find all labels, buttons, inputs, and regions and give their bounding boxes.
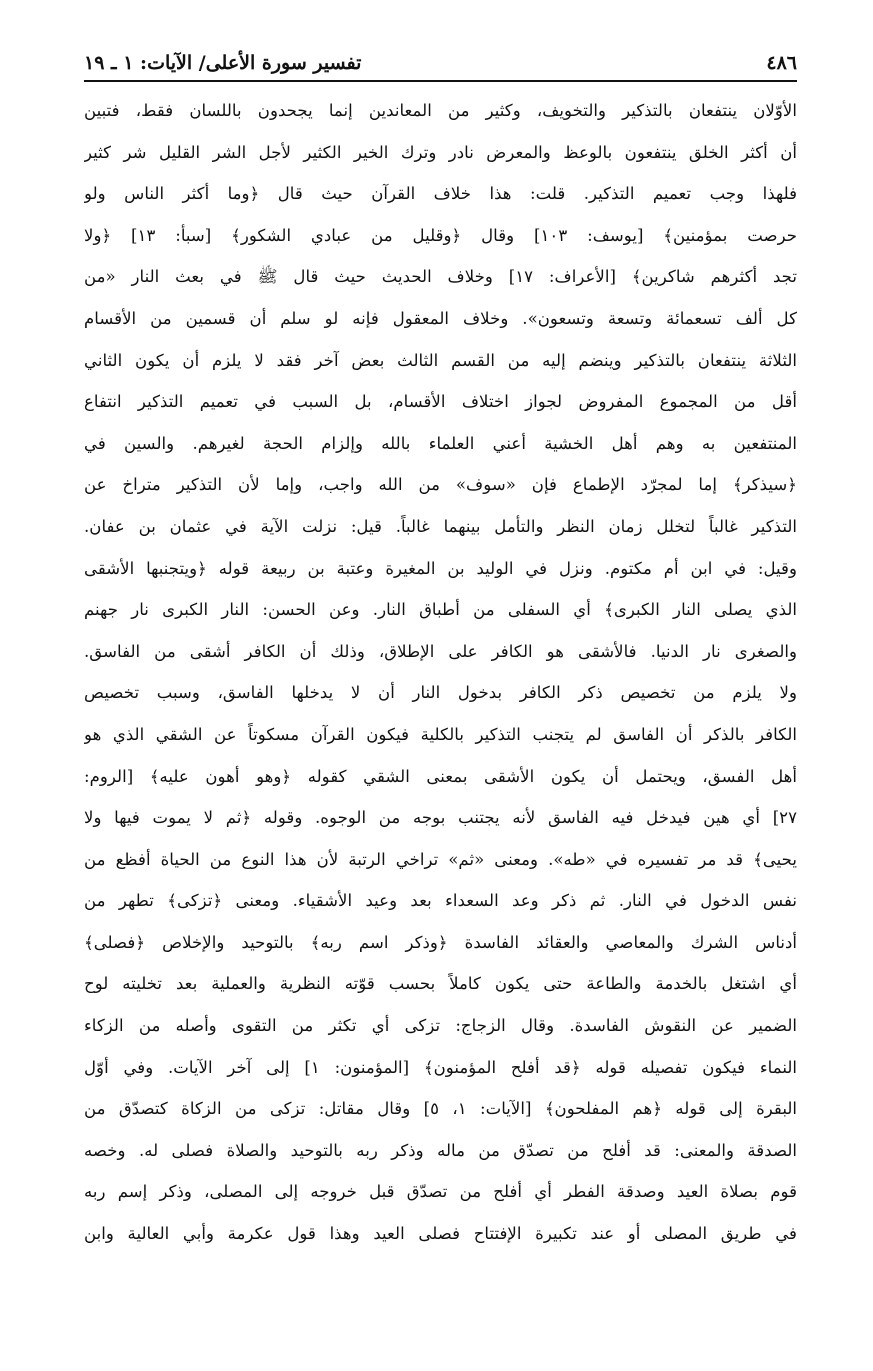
text-line: أي اشتغل بالخدمة والطاعة حتى يكون كاملاً بحسب قوّته النظرية والعملية بعد تخليته لوح [84,974,797,994]
text-line: والصغرى نار الدنيا. فالأشقى هو الكافر على الإطلاق، وذلك أن الكافر أشقى من الفاسق. [84,641,797,661]
text-line: قوم بصلاة العيد وصدقة الفطر أي أفلح من تصدّق قبل خروجه إلى المصلى، وذكر إسم ربه [84,1182,797,1202]
text-line: الكافر بالذكر أن الفاسق لم يتجنب التذكير بالكلية فيكون القرآن مسكوتاً عن الشقي الذي هو [84,724,797,744]
text-line: النماء فيكون تفصيله قوله ﴿قد أفلح المؤمنون﴾ [المؤمنون: ١] إلى آخر الآيات. وفي أوّل [84,1057,797,1077]
text-line: أقل من المجموع المفروض لجواز اختلاف الأقسام، بل السبب في تعميم التذكير انتفاع [84,392,797,412]
text-line: الذي يصلى النار الكبرى﴾ أي السفلى من أطباق النار. وعن الحسن: النار الكبرى نار جهنم [84,600,797,620]
text-line: الضمير عن النقوش الفاسدة. وقال الزجاج: تزكى أي تكثر من التقوى وأصله من الزكاء [84,1016,797,1036]
text-line: يحيى﴾ قد مر تفسيره في «طه». ومعنى «ثم» تراخي الرتبة لأن هذا النوع من الحياة أفظع من [84,849,797,869]
text-line: ﴿سيذكر﴾ إما لمجرّد الإطماع فإن «سوف» من الله واجب، وإما لأن التذكير متراخ عن [84,475,797,495]
text-line: أدناس الشرك والمعاصي والعقائد الفاسدة ﴿وذكر اسم ربه﴾ بالتوحيد والإخلاص ﴿فصلى﴾ [84,932,797,952]
text-line: أن أكثر الخلق ينتفعون بالوعظ والمعرض نادر وترك الخير الكثير لأجل الشر القليل شر كثير [84,142,797,162]
text-line: أهل الفسق، ويحتمل أن يكون الأشقى بمعنى الشقي كقوله ﴿وهو أهون عليه﴾ [الروم: [84,766,797,786]
text-line: في طريق المصلى أو عند تكبيرة الإفتتاح فصلى العيد وهذا قول عكرمة وأبي العالية وابن [84,1224,797,1244]
text-line: نفس الدخول في النار. ثم ذكر وعد السعداء بعد وعيد الأشقياء. ومعنى ﴿تزكى﴾ تطهر من [84,891,797,911]
text-line: الأوّلان ينتفعان بالتذكير والتخويف، وكثير من المعاندين إنما يجحدون باللسان فقط، فتبين [84,101,797,120]
text-line: تجد أكثرهم شاكرين﴾ [الأعراف: ١٧] وخلاف الحديث حيث قال ﷺ في بعث النار «من [84,267,797,287]
text-line: التذكير غالباً لتخلل زمان النظر والتأمل بينهما غالباً. قيل: نزلت الآية في عثمان بن عفان. [84,516,797,536]
text-line: ولا يلزم من تخصيص ذكر الكافر بدخول النار أن لا يدخلها الفاسق، وسبب تخصيص [84,683,797,703]
text-line: فلهذا وجب تعميم التذكير. قلت: هذا خلاف القرآن حيث قال ﴿وما أكثر الناس ولو [84,184,797,204]
text-line: المنتفعين به وهم أهل الخشية أعني العلماء بالله وإلزام الحجة لغيرهم. والسين في [84,433,797,453]
page-number: ٤٨٦ [766,52,797,74]
page-header [84,48,797,82]
text-line: حرصت بمؤمنين﴾ [يوسف: ١٠٣] وقال ﴿وقليل من عبادي الشكور﴾ [سبأ: ١٣] ﴿ولا [84,225,797,245]
running-title: تفسير سورة الأعلى/ الآيات: ١ ـ ١٩ [84,52,362,74]
text-line: ٢٧] أي هين فيدخل فيه الفاسق لأنه يجتنب بوجه من الوجوه. وقوله ﴿ثم لا يموت فيها ولا [84,808,797,828]
document-page [84,48,797,1255]
text-line: الصدقة والمعنى: قد أفلح من تصدّق من ماله وذكر ربه بالتوحيد والصلاة فصلى له. وخصه [84,1140,797,1160]
body-text [84,90,797,1255]
text-line: وقيل: في ابن أم مكتوم. ونزل في الوليد بن المغيرة وعتبة بن ربيعة قوله ﴿ويتجنبها الأشقى [84,558,797,578]
text-line: البقرة إلى قوله ﴿هم المفلحون﴾ [الآيات: ١، ٥] وقال مقاتل: تزكى من الزكاة كتصدّق من [84,1099,797,1119]
text-line: الثلاثة ينتفعان بالتذكير وينضم إليه من القسم الثالث بعض آخر فقد لا يلزم أن يكون الثاني [84,350,797,370]
text-line: كل ألف تسعمائة وتسعة وتسعون». وخلاف المعقول فإنه لو سلم أن قسمين من الأقسام [84,308,797,328]
